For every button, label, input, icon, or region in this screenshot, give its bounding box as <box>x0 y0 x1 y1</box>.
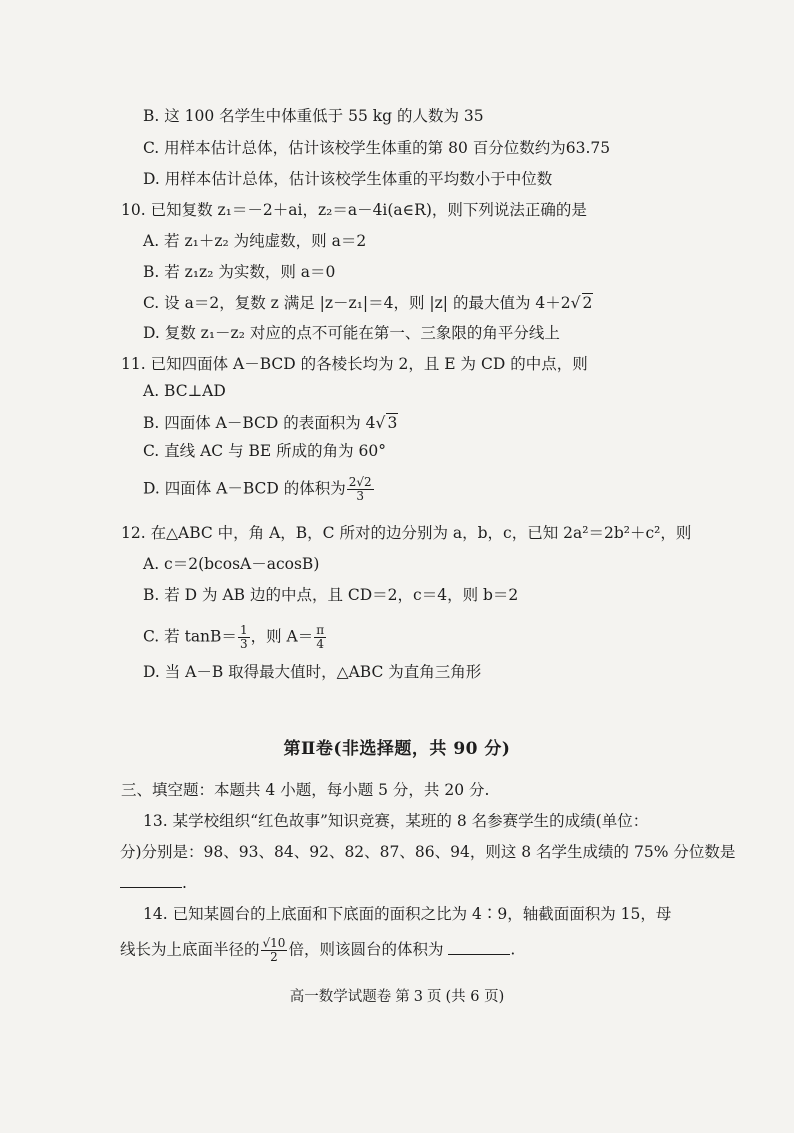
fraction-numerator: 1 <box>239 623 248 637</box>
section-title: 第Ⅱ卷(非选择题，共 90 分) <box>283 739 511 759</box>
fraction <box>261 937 288 964</box>
q12-option-b: B. 若 D 为 AB 边的中点，且 CD＝2，c＝4，则 b＝2 <box>143 586 519 604</box>
radical-sign: √ <box>570 294 581 312</box>
q9-option-b: B. 这 100 名学生中体重低于 55 kg 的人数为 35 <box>143 107 484 125</box>
q13-line1: 13. 某学校组织“红色故事”知识竞赛，某班的 8 名参赛学生的成绩(单位： <box>143 812 649 830</box>
q12-option-d: D. 当 A－B 取得最大值时，△ABC 为直角三角形 <box>143 663 482 681</box>
q12-option-a: A. c＝2(bcosA－acosB) <box>143 555 320 573</box>
q9-option-c: C. 用样本估计总体，估计该校学生体重的第 80 百分位数约为63.75 <box>143 139 611 157</box>
q11-option-d-text: D. 四面体 A－BCD 的体积为 <box>143 479 346 498</box>
q12-stem: 12. 在△ABC 中，角 A，B，C 所对的边分别为 a，b，c，已知 2a²＝2b²＋c²，则 <box>121 524 692 542</box>
page-footer <box>0 985 794 1006</box>
q10-option-c-radicand: 2 <box>582 294 593 312</box>
q13-answer-line <box>120 872 187 894</box>
q10-option-c-text: C. 设 a＝2，复数 z 满足 |z－z₁|＝4，则 |z| 的最大值为 4＋2 <box>143 294 571 312</box>
q9-option-d: D. 用样本估计总体，估计该校学生体重的平均数小于中位数 <box>143 170 553 188</box>
footer-total-pages: (共 6 页) <box>445 989 505 1005</box>
q10-stem: 10. 已知复数 z₁＝－2＋ai，z₂＝a－4i(a∈R)，则下列说法正确的是 <box>121 201 587 219</box>
q12-option-c-mid: ，则 A＝ <box>250 627 314 646</box>
fraction-denominator: 2 <box>270 950 278 964</box>
q14-line2-pre: 线长为上底面半径的 <box>120 940 260 959</box>
fraction-denominator: 3 <box>239 637 248 651</box>
fraction-numerator: 2√2 <box>348 475 372 489</box>
footer-title: 高一数学试题卷 <box>289 989 392 1005</box>
q14-line1: 14. 已知某圆台的上底面和下底面的面积之比为 4∶9，轴截面面积为 15，母 <box>143 905 672 923</box>
footer-page-label: 第 <box>395 989 410 1005</box>
fraction <box>238 624 250 651</box>
q12-option-c-text: C. 若 tanB＝ <box>143 627 237 646</box>
q12-option-c <box>143 624 327 651</box>
q10-option-d: D. 复数 z₁－z₂ 对应的点不可能在第一、三象限的角平分线上 <box>143 324 560 342</box>
fraction-numerator: √10 <box>262 936 286 950</box>
fraction-numerator: π <box>316 623 325 637</box>
answer-blank[interactable] <box>448 940 510 955</box>
q13-line2: 分)分别是：98、93、84、92、82、87、86、94，则这 8 名学生成绩的 75% 分位数是 <box>120 843 736 861</box>
q11-option-a: A. BC⊥AD <box>143 382 226 400</box>
q11-option-b-radicand: 3 <box>387 414 398 432</box>
q11-option-b-text: B. 四面体 A－BCD 的表面积为 4 <box>143 414 376 432</box>
footer-page-number: 3 <box>413 989 423 1005</box>
part-three-heading: 三、填空题：本题共 4 小题，每小题 5 分，共 20 分. <box>121 781 490 799</box>
q11-option-d <box>143 476 375 503</box>
q11-option-b <box>143 412 398 434</box>
q14-line2 <box>120 937 515 964</box>
q14-line2-post: 倍，则该圆台的体积为 <box>288 940 444 959</box>
q10-option-b: B. 若 z₁z₂ 为实数，则 a＝0 <box>143 263 336 281</box>
q10-option-a: A. 若 z₁＋z₂ 为纯虚数，则 a＝2 <box>143 232 367 250</box>
answer-blank[interactable] <box>120 873 182 888</box>
footer-page-suffix: 页 <box>426 989 442 1005</box>
q14-end: . <box>510 940 516 959</box>
q11-stem: 11. 已知四面体 A－BCD 的各棱长均为 2，且 E 为 CD 的中点，则 <box>121 355 588 373</box>
radical-sign: √ <box>375 414 386 432</box>
fraction <box>347 476 374 503</box>
q11-option-c: C. 直线 AC 与 BE 所成的角为 60° <box>143 442 387 460</box>
fraction-denominator: 3 <box>356 489 365 503</box>
q10-option-c <box>143 292 593 314</box>
fraction-denominator: 4 <box>316 637 324 651</box>
fraction <box>314 624 326 651</box>
q13-end: . <box>182 874 187 892</box>
